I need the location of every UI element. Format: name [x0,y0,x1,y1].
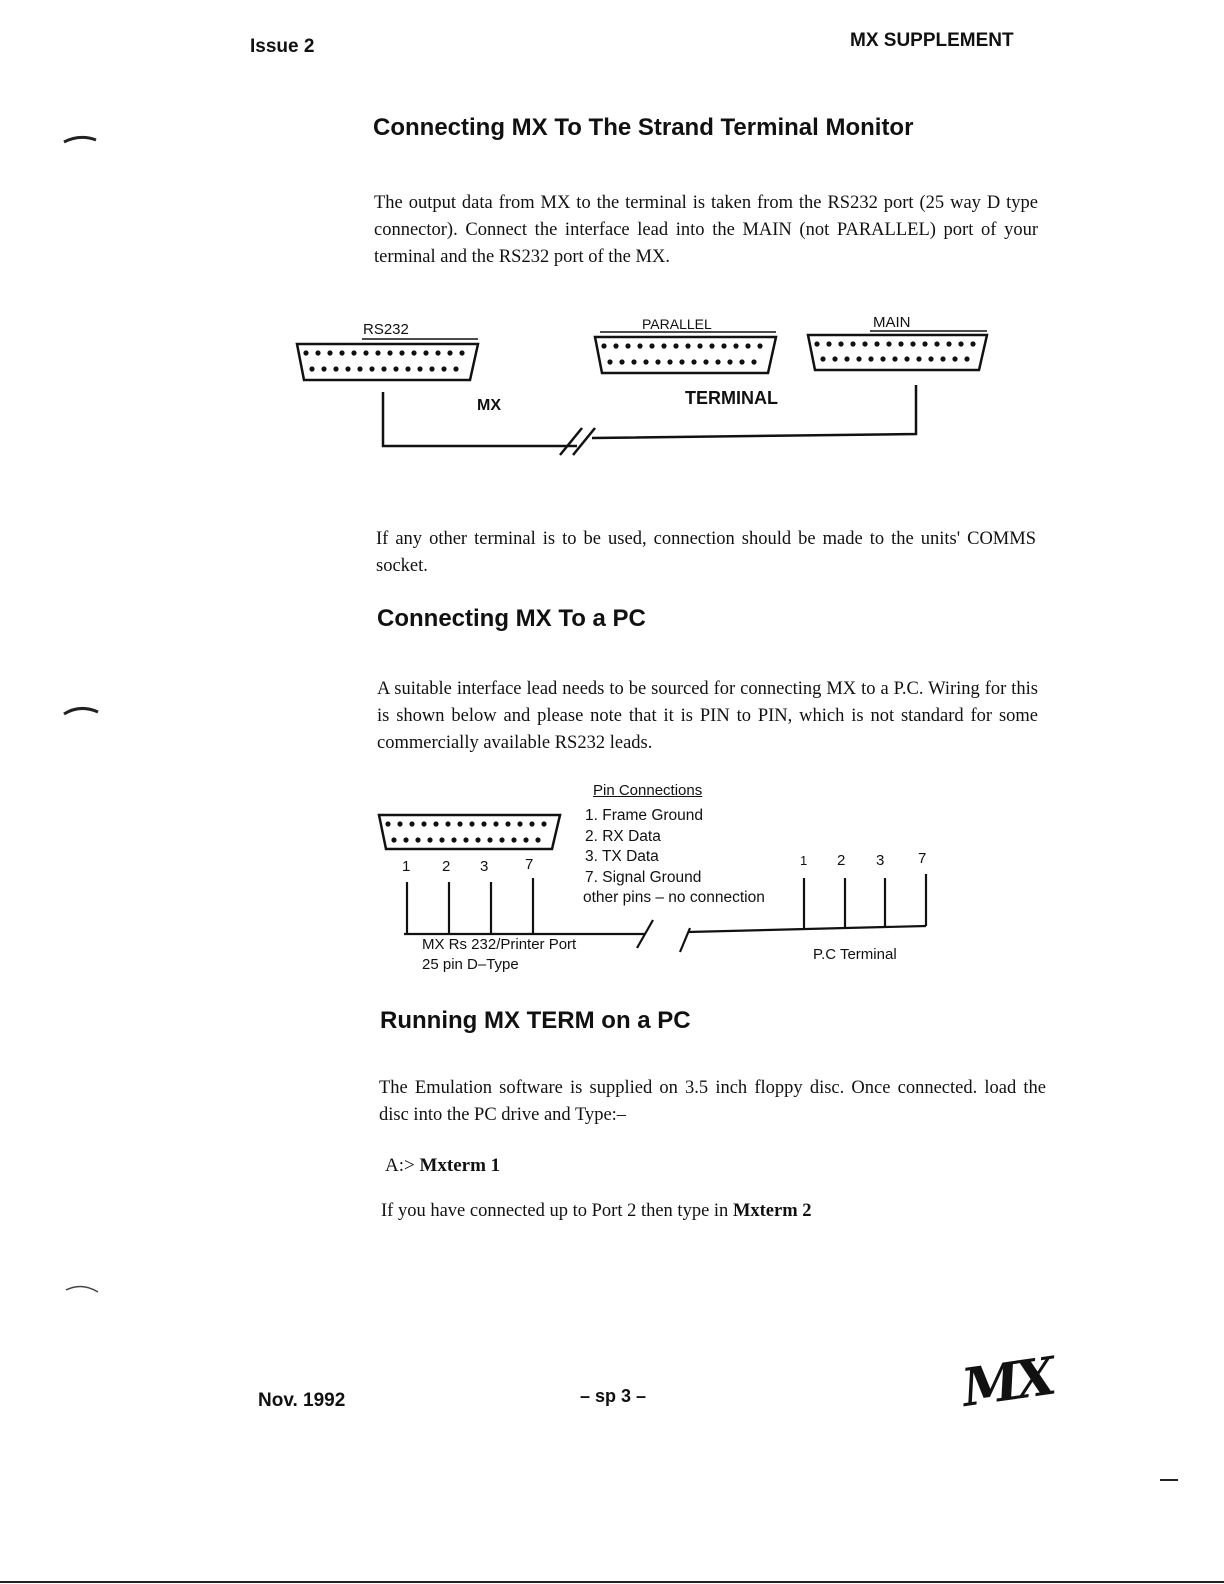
pc-connector-shape [379,815,560,849]
command-prompt: A:> [385,1155,415,1176]
parallel-label: PARALLEL [642,316,712,332]
rs232-label: RS232 [363,321,409,338]
pin-connections-title: Pin Connections [593,782,703,799]
right-pin-number: 3 [876,852,885,869]
paragraph-output-data: The output data from MX to the terminal is taken from the RS232 port (25 way D type connector). Connect the interface lead into the MAIN (not PARALLEL) port of your terminal and the RS232 port of the MX. [374,193,1038,267]
main-label: MAIN [873,314,911,331]
right-pin-number: 2 [837,852,846,869]
section-title-running-mxterm: Running MX TERM on a PC [380,1007,691,1034]
right-pin-number: 7 [918,850,927,867]
page-number: – sp 3 – [580,1386,647,1406]
left-pin-number: 2 [442,858,451,875]
mx-port-type-label: 25 pin D–Type [422,956,519,973]
mx-logo: MX [958,1346,1056,1419]
paragraph-other-terminal: If any other terminal is to be used, connection should be made to the units' COMMS socket. [376,529,1036,576]
supplement-label: MX SUPPLEMENT [850,30,1014,51]
pc-terminal-label: P.C Terminal [813,946,897,963]
port2-command: Mxterm 2 [732,1201,812,1221]
pin-item: 7. Signal Ground [585,868,702,886]
command-text: Mxterm 1 [419,1155,501,1176]
pin-item: 3. TX Data [585,848,659,865]
section-title-connect-pc: Connecting MX To a PC [377,605,646,632]
pin-item: 2. RX Data [585,827,661,845]
left-pin-number: 7 [525,856,534,873]
port2-text: If you have connected up to Port 2 then type in [381,1201,733,1221]
right-pin-number: 1 [800,853,808,868]
pin-connections-list [585,806,765,909]
section-title-strand-terminal: Connecting MX To The Strand Terminal Monitor [373,114,914,141]
left-pin-number: 1 [402,858,411,875]
paragraph-emulation-software: The Emulation software is supplied on 3.5 inch floppy disc. Once connected. load the disc into the PC drive and Type:– [379,1078,1046,1125]
issue-label: Issue 2 [250,36,315,57]
terminal-label: TERMINAL [685,388,778,408]
footer-date: Nov. 1992 [258,1390,346,1411]
pin-item: other pins – no connection [583,889,765,906]
paragraph-port-2 [381,1198,812,1225]
paragraph-interface-lead: A suitable interface lead needs to be sourced for connecting MX to a P.C. Wiring for this is shown below and please note that it is PIN to PIN, which is not standard for some commercially available RS232 leads. [377,679,1038,753]
mx-label: MX [477,397,501,414]
pin-item: 1. Frame Ground [585,807,704,824]
left-pin-number: 3 [480,858,489,875]
command-line [385,1155,500,1177]
mx-port-label: MX Rs 232/Printer Port [422,936,577,953]
